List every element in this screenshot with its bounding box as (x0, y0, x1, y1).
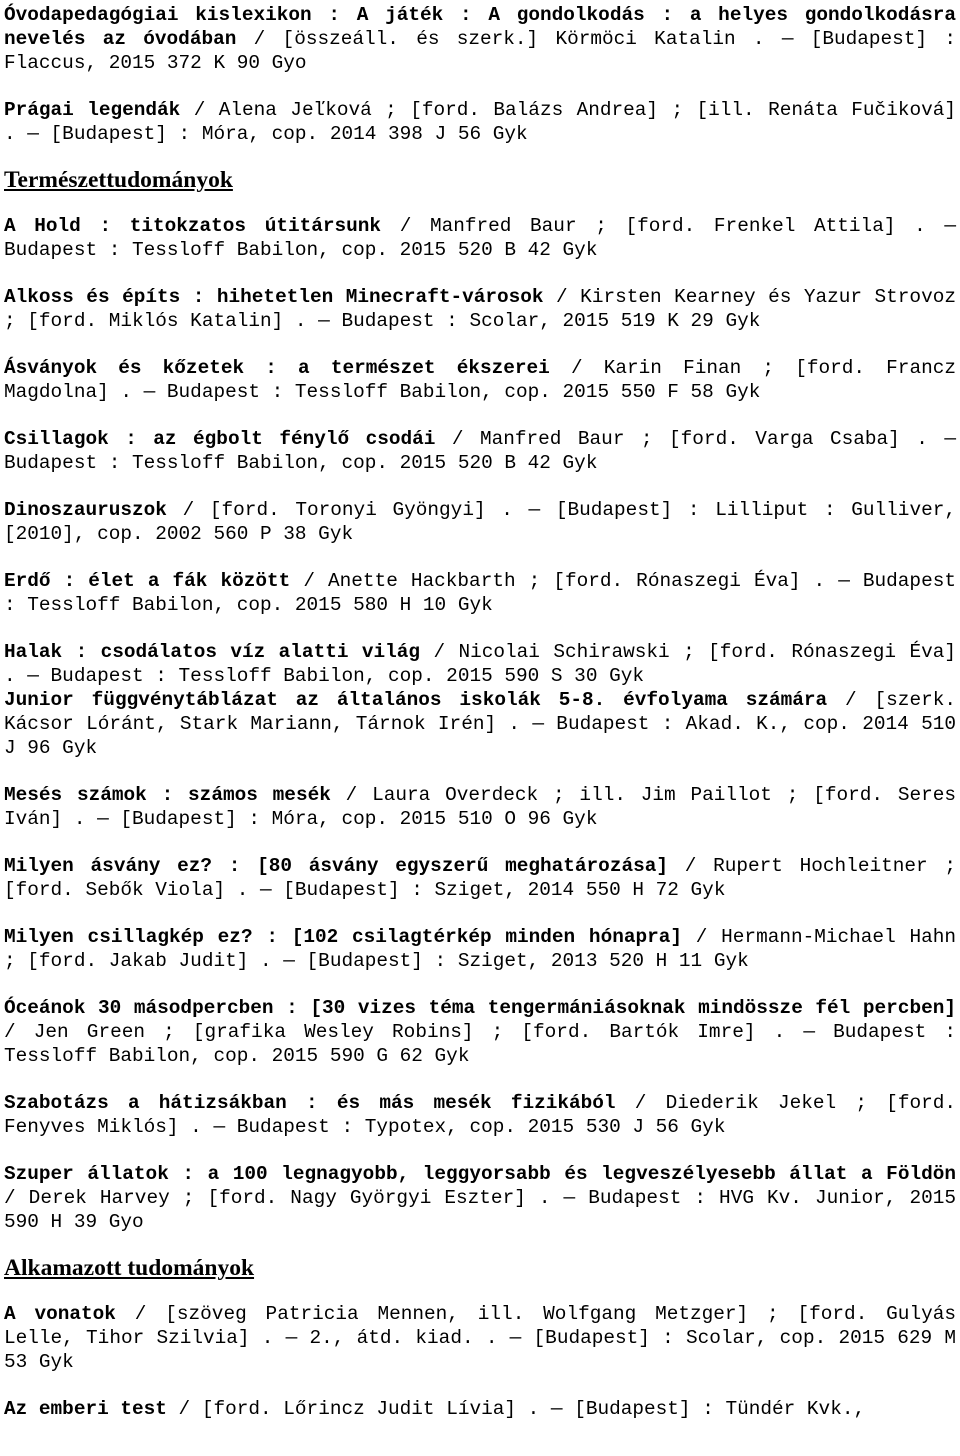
entry-title: Ásványok és kőzetek : a természet ékszerei (4, 357, 550, 379)
entry-details: / Karin Finan ; [ford. Francz Magdolna] . — Budapest : Tessloff Babilon, cop. 2015 550 F 58 Gyk (4, 357, 956, 403)
entry-details: / Nicolai Schirawski ; [ford. Rónaszegi Éva] . — Budapest : Tessloff Babilon, cop. 2015 590 S 30 Gyk (4, 641, 956, 687)
entry-details: / Rupert Hochleitner ; [ford. Sebők Viola] . — [Budapest] : Sziget, 2014 550 H 72 Gyk (4, 855, 956, 901)
catalog-entry (4, 688, 956, 760)
catalog-entry (4, 3, 956, 75)
entry-title: Dinoszauruszok (4, 499, 167, 521)
entry-title: Junior függvénytáblázat az általános iskolák 5-8. évfolyama számára (4, 689, 828, 711)
entry-title: Alkoss és építs : hihetetlen Minecraft-városok (4, 286, 544, 308)
catalog-entry (4, 996, 956, 1068)
catalog-entry (4, 640, 956, 688)
catalog-entry (4, 427, 956, 475)
entry-title: A Hold : titokzatos útitársunk (4, 215, 382, 237)
catalog-entry (4, 569, 956, 617)
catalog-entry (4, 498, 956, 546)
entry-details: / Laura Overdeck ; ill. Jim Paillot ; [ford. Seres Iván] . — [Budapest] : Móra, cop. 2015 510 O 96 Gyk (4, 784, 956, 830)
catalog-entry (4, 1091, 956, 1139)
catalog-entry (4, 356, 956, 404)
entry-details: / Manfred Baur ; [ford. Frenkel Attila] . — Budapest : Tessloff Babilon, cop. 2015 520 B 42 Gyk (4, 215, 956, 261)
catalog-entry (4, 285, 956, 333)
entry-details: / Kirsten Kearney és Yazur Strovoz ; [ford. Miklós Katalin] . — Budapest : Scolar, 2015 519 K 29 Gyk (4, 286, 956, 332)
entry-title: Óvodapedagógiai kislexikon : A játék : A gondolkodás : a helyes gondolkodásra nevelés az óvodában (4, 4, 956, 50)
catalog-entry (4, 214, 956, 262)
entry-title: Mesés számok : számos mesék (4, 784, 331, 806)
entry-title: Milyen ásvány ez? : [80 ásvány egyszerű meghatározása] (4, 855, 668, 877)
catalog-entry (4, 98, 956, 146)
section-heading: Alkamazott tudományok (4, 1255, 255, 1281)
entry-title: Óceánok 30 másodpercben : [30 vizes téma tengermániásoknak mindössze fél percben] (4, 997, 956, 1019)
catalog-entry (4, 854, 956, 902)
entry-details: / [szerk. Kácsor Lóránt, Stark Mariann, Tárnok Irén] . — Budapest : Akad. K., cop. 2014 510 J 96 Gyk (4, 689, 956, 759)
entry-details: / [összeáll. és szerk.] Körmöci Katalin . — [Budapest] : Flaccus, 2015 372 K 90 Gyo (4, 28, 956, 74)
entry-details: / Manfred Baur ; [ford. Varga Csaba] . — Budapest : Tessloff Babilon, cop. 2015 520 B 42 Gyk (4, 428, 956, 474)
entry-title: Milyen csillagkép ez? : [102 csilagtérkép minden hónapra] (4, 926, 683, 948)
entry-details: / [ford. Lőrincz Judit Lívia] . — [Budapest] : Tündér Kvk., (166, 1398, 866, 1420)
entry-title: Prágai legendák (4, 99, 181, 121)
catalog-entry (4, 783, 956, 831)
section-heading: Természettudományok (4, 167, 233, 193)
entry-title: Szabotázs a hátizsákban : és más mesék fizikából (4, 1092, 616, 1114)
entry-details: / [ford. Toronyi Gyöngyi] . — [Budapest] : Lilliput : Gulliver, [2010], cop. 2002 560 P 38 Gyk (4, 499, 956, 545)
entry-title: A vonatok (4, 1303, 116, 1325)
entry-title: Csillagok : az égbolt fénylő csodái (4, 428, 436, 450)
entry-details: / [szöveg Patricia Mennen, ill. Wolfgang Metzger] ; [ford. Gulyás Lelle, Tihor Szilvia] . — 2., átd. kiad. . — [Budapest] : Scolar, cop. 2015 629 M 53 Gyk (4, 1303, 956, 1373)
catalog-entry (4, 925, 956, 973)
entry-details: / Anette Hackbarth ; [ford. Rónaszegi Éva] . — Budapest : Tessloff Babilon, cop. 2015 580 H 10 Gyk (4, 570, 956, 616)
catalog-entry (4, 1162, 956, 1234)
entry-title: Erdő : élet a fák között (4, 570, 291, 592)
entry-details: / Derek Harvey ; [ford. Nagy Györgyi Eszter] . — Budapest : HVG Kv. Junior, 2015 590 H 39 Gyo (4, 1187, 956, 1233)
entry-details: / Alena Jeľková ; [ford. Balázs Andrea] ; [ill. Renáta Fučiková] . — [Budapest] : Móra, cop. 2014 398 J 56 Gyk (4, 99, 957, 145)
entry-details: / Diederik Jekel ; [ford. Fenyves Miklós] . — Budapest : Typotex, cop. 2015 530 J 56 Gyk (4, 1092, 956, 1138)
catalog-entry (4, 1302, 956, 1374)
catalog-entry (4, 1397, 956, 1421)
entry-title: Halak : csodálatos víz alatti világ (4, 641, 421, 663)
entry-title: Szuper állatok : a 100 legnagyobb, leggyorsabb és legveszélyesebb állat a Földön (4, 1163, 956, 1185)
entry-details: / Jen Green ; [grafika Wesley Robins] ; [ford. Bartók Imre] . — Budapest : Tessloff Babilon, cop. 2015 590 G 62 Gyk (4, 1021, 956, 1067)
entry-title: Az emberi test (4, 1398, 167, 1420)
entry-details: / Hermann-Michael Hahn ; [ford. Jakab Judit] . — [Budapest] : Sziget, 2013 520 H 11 Gyk (4, 926, 956, 972)
